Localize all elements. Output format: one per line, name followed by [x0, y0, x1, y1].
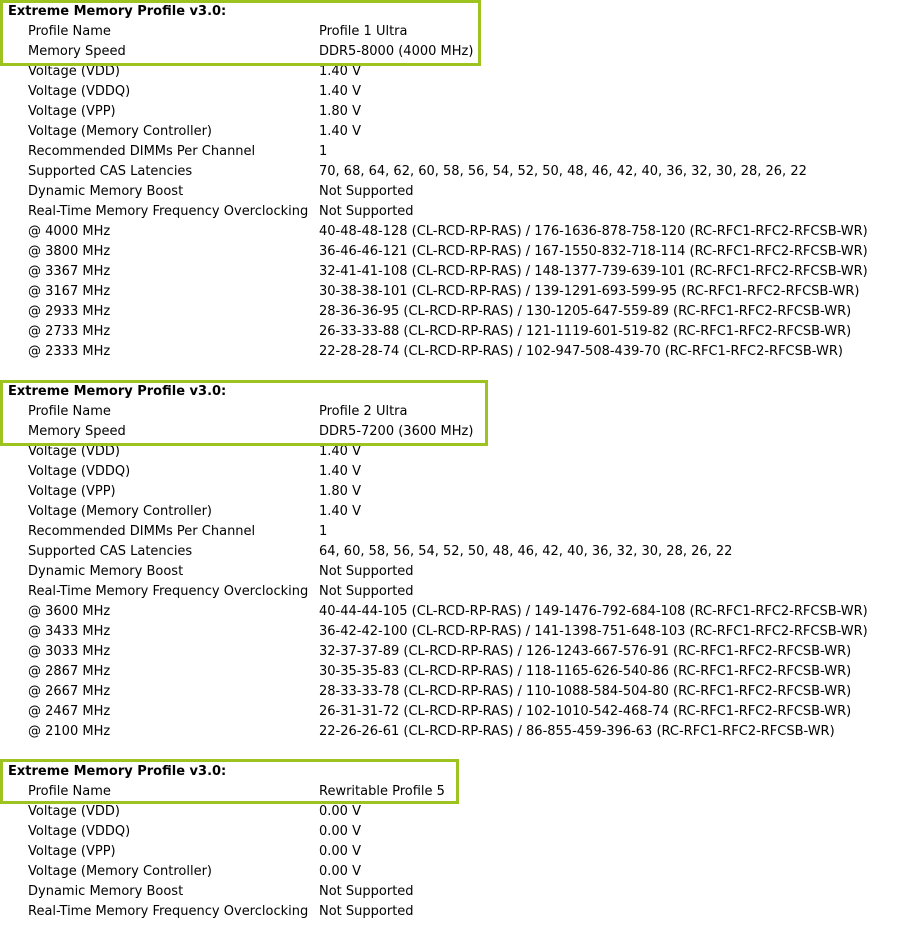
- property-row[interactable]: [0, 402, 909, 422]
- property-label: @ 3800 MHz: [28, 244, 111, 259]
- property-row[interactable]: [0, 62, 909, 82]
- property-label: @ 4000 MHz: [28, 224, 111, 239]
- property-value: 26-31-31-72 (CL-RCD-RP-RAS) / 102-1010-542-468-74 (RC-RFC1-RFC2-RFCSB-WR): [319, 704, 852, 719]
- property-value: 1.80 V: [319, 104, 361, 119]
- property-row[interactable]: [0, 862, 909, 882]
- property-label: Profile Name: [28, 24, 111, 39]
- property-row[interactable]: [0, 302, 909, 322]
- property-label: Memory Speed: [28, 44, 126, 59]
- property-row[interactable]: [0, 582, 909, 602]
- property-row[interactable]: [0, 462, 909, 482]
- property-value: 0.00 V: [319, 824, 361, 839]
- property-row[interactable]: [0, 662, 909, 682]
- property-label: Profile Name: [28, 404, 111, 419]
- property-label: @ 3367 MHz: [28, 264, 111, 279]
- property-value: Not Supported: [319, 584, 414, 599]
- property-value: Not Supported: [319, 564, 414, 579]
- property-label: Voltage (VDDQ): [28, 84, 131, 99]
- property-label: Voltage (VDDQ): [28, 824, 131, 839]
- property-value: Not Supported: [319, 884, 414, 899]
- property-value: Not Supported: [319, 904, 414, 919]
- xmp-profile-1: [0, 2, 909, 362]
- property-row[interactable]: [0, 502, 909, 522]
- property-value: 1.40 V: [319, 84, 361, 99]
- property-value: Profile 2 Ultra: [319, 404, 408, 419]
- property-value: 36-46-46-121 (CL-RCD-RP-RAS) / 167-1550-832-718-114 (RC-RFC1-RFC2-RFCSB-WR): [319, 244, 868, 259]
- property-row[interactable]: [0, 882, 909, 902]
- property-row[interactable]: [0, 22, 909, 42]
- property-value: 0.00 V: [319, 844, 361, 859]
- property-label: Voltage (Memory Controller): [28, 864, 212, 879]
- property-value: 1.40 V: [319, 504, 361, 519]
- property-value: 30-35-35-83 (CL-RCD-RP-RAS) / 118-1165-626-540-86 (RC-RFC1-RFC2-RFCSB-WR): [319, 664, 852, 679]
- property-label: Real-Time Memory Frequency Overclocking: [28, 904, 309, 919]
- property-value: 26-33-33-88 (CL-RCD-RP-RAS) / 121-1119-601-519-82 (RC-RFC1-RFC2-RFCSB-WR): [319, 324, 852, 339]
- property-value: 1: [319, 144, 328, 159]
- property-label: Profile Name: [28, 784, 111, 799]
- property-label: @ 2100 MHz: [28, 724, 111, 739]
- property-label: Voltage (VDDQ): [28, 464, 131, 479]
- property-label: Voltage (VDD): [28, 64, 120, 79]
- property-row[interactable]: [0, 642, 909, 662]
- property-row[interactable]: [0, 522, 909, 542]
- property-row[interactable]: [0, 102, 909, 122]
- property-label: @ 2867 MHz: [28, 664, 111, 679]
- property-value: 1.40 V: [319, 64, 361, 79]
- property-label: Supported CAS Latencies: [28, 544, 193, 559]
- property-row[interactable]: [0, 542, 909, 562]
- property-value: 0.00 V: [319, 864, 361, 879]
- property-label: Supported CAS Latencies: [28, 164, 193, 179]
- property-label: Voltage (VPP): [28, 484, 116, 499]
- property-row[interactable]: [0, 162, 909, 182]
- property-label: Real-Time Memory Frequency Overclocking: [28, 584, 309, 599]
- property-row[interactable]: [0, 202, 909, 222]
- property-label: Dynamic Memory Boost: [28, 884, 184, 899]
- property-row[interactable]: [0, 442, 909, 462]
- property-label: @ 2933 MHz: [28, 304, 111, 319]
- property-value: Not Supported: [319, 204, 414, 219]
- property-label: @ 3167 MHz: [28, 284, 111, 299]
- property-row[interactable]: [0, 182, 909, 202]
- property-label: Dynamic Memory Boost: [28, 184, 184, 199]
- property-label: @ 2667 MHz: [28, 684, 111, 699]
- property-label: Memory Speed: [28, 424, 126, 439]
- property-value: 32-37-37-89 (CL-RCD-RP-RAS) / 126-1243-667-576-91 (RC-RFC1-RFC2-RFCSB-WR): [319, 644, 852, 659]
- property-label: Dynamic Memory Boost: [28, 564, 184, 579]
- property-value: 1.40 V: [319, 464, 361, 479]
- property-label: Real-Time Memory Frequency Overclocking: [28, 204, 309, 219]
- property-label: Voltage (Memory Controller): [28, 124, 212, 139]
- property-value: 36-42-42-100 (CL-RCD-RP-RAS) / 141-1398-751-648-103 (RC-RFC1-RFC2-RFCSB-WR): [319, 624, 868, 639]
- property-label: @ 2733 MHz: [28, 324, 111, 339]
- property-row[interactable]: [0, 482, 909, 502]
- property-value: 30-38-38-101 (CL-RCD-RP-RAS) / 139-1291-693-599-95 (RC-RFC1-RFC2-RFCSB-WR): [319, 284, 860, 299]
- profile-header: Extreme Memory Profile v3.0:: [8, 384, 227, 399]
- property-value: Profile 1 Ultra: [319, 24, 408, 39]
- property-row[interactable]: [0, 282, 909, 302]
- property-value: 64, 60, 58, 56, 54, 52, 50, 48, 46, 42, 40, 36, 32, 30, 28, 26, 22: [319, 544, 733, 559]
- property-row[interactable]: [0, 702, 909, 722]
- property-row[interactable]: [0, 802, 909, 822]
- property-row[interactable]: [0, 902, 909, 922]
- property-value: 28-36-36-95 (CL-RCD-RP-RAS) / 130-1205-647-559-89 (RC-RFC1-RFC2-RFCSB-WR): [319, 304, 852, 319]
- property-value: 22-26-26-61 (CL-RCD-RP-RAS) / 86-855-459-396-63 (RC-RFC1-RFC2-RFCSB-WR): [319, 724, 835, 739]
- property-value: 40-44-44-105 (CL-RCD-RP-RAS) / 149-1476-792-684-108 (RC-RFC1-RFC2-RFCSB-WR): [319, 604, 868, 619]
- property-value: DDR5-7200 (3600 MHz): [319, 424, 474, 439]
- property-row[interactable]: [0, 422, 909, 442]
- property-label: Recommended DIMMs Per Channel: [28, 524, 256, 539]
- property-label: @ 2333 MHz: [28, 344, 111, 359]
- property-value: 70, 68, 64, 62, 60, 58, 56, 54, 52, 50, 48, 46, 42, 40, 36, 32, 30, 28, 26, 22: [319, 164, 807, 179]
- property-row[interactable]: [0, 682, 909, 702]
- property-row[interactable]: [0, 342, 909, 362]
- property-label: Voltage (VPP): [28, 844, 116, 859]
- profile-header: Extreme Memory Profile v3.0:: [8, 764, 227, 779]
- property-row[interactable]: [0, 142, 909, 162]
- property-value: DDR5-8000 (4000 MHz): [319, 44, 474, 59]
- property-label: @ 3433 MHz: [28, 624, 111, 639]
- property-label: Voltage (Memory Controller): [28, 504, 212, 519]
- property-row[interactable]: [0, 822, 909, 842]
- property-row[interactable]: [0, 82, 909, 102]
- property-label: Recommended DIMMs Per Channel: [28, 144, 256, 159]
- property-value: 22-28-28-74 (CL-RCD-RP-RAS) / 102-947-508-439-70 (RC-RFC1-RFC2-RFCSB-WR): [319, 344, 843, 359]
- property-value: 1: [319, 524, 328, 539]
- property-row[interactable]: [0, 222, 909, 242]
- profile-header: Extreme Memory Profile v3.0:: [8, 4, 227, 19]
- property-value: 0.00 V: [319, 804, 361, 819]
- property-row[interactable]: [0, 562, 909, 582]
- property-row[interactable]: [0, 262, 909, 282]
- property-row[interactable]: [0, 242, 909, 262]
- property-value: 40-48-48-128 (CL-RCD-RP-RAS) / 176-1636-878-758-120 (RC-RFC1-RFC2-RFCSB-WR): [319, 224, 868, 239]
- property-value: 1.40 V: [319, 124, 361, 139]
- xmp-profile-2: [0, 382, 909, 742]
- property-label: Voltage (VDD): [28, 444, 120, 459]
- property-label: @ 3600 MHz: [28, 604, 111, 619]
- property-row[interactable]: [0, 722, 909, 742]
- property-label: @ 3033 MHz: [28, 644, 111, 659]
- property-value: 1.80 V: [319, 484, 361, 499]
- xmp-profile-rewritable: [0, 762, 909, 922]
- property-label: Voltage (VDD): [28, 804, 120, 819]
- property-value: Not Supported: [319, 184, 414, 199]
- property-value: 28-33-33-78 (CL-RCD-RP-RAS) / 110-1088-584-504-80 (RC-RFC1-RFC2-RFCSB-WR): [319, 684, 852, 699]
- property-label: @ 2467 MHz: [28, 704, 111, 719]
- property-value: Rewritable Profile 5: [319, 784, 445, 799]
- property-row[interactable]: [0, 42, 909, 62]
- property-row[interactable]: [0, 322, 909, 342]
- property-row[interactable]: [0, 602, 909, 622]
- property-row[interactable]: [0, 842, 909, 862]
- property-value: 1.40 V: [319, 444, 361, 459]
- property-label: Voltage (VPP): [28, 104, 116, 119]
- property-row[interactable]: [0, 122, 909, 142]
- property-value: 32-41-41-108 (CL-RCD-RP-RAS) / 148-1377-739-639-101 (RC-RFC1-RFC2-RFCSB-WR): [319, 264, 868, 279]
- property-row[interactable]: [0, 782, 909, 802]
- property-row[interactable]: [0, 622, 909, 642]
